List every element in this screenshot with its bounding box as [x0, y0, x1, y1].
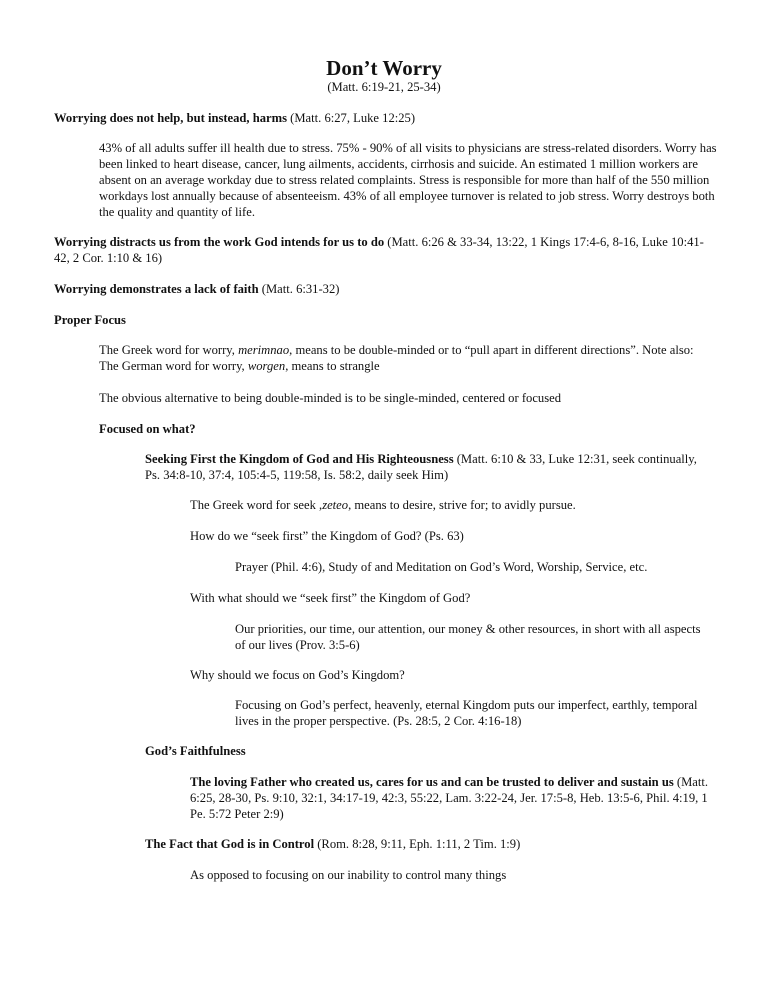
text-run: , means to be double-minded or to “pull apart in different directions”. Note also: The German word for worry, [99, 343, 694, 373]
seeking-first-heading [145, 451, 705, 483]
control-paragraph: As opposed to focusing on our inability to control many things [190, 868, 507, 882]
greek-worry-paragraph [99, 342, 699, 374]
section-heading-faith [54, 281, 714, 297]
answer-how: Prayer (Phil. 4:6), Study of and Meditation on God’s Word, Worship, Service, etc. [235, 560, 648, 574]
heading-text: Worrying demonstrates a lack of faith [54, 282, 259, 296]
greek-seek-paragraph [190, 497, 710, 513]
german-word: worgen [247, 359, 286, 373]
scripture-ref: (Matt. 6:10 & 33, Luke 12:31, seek continually, Ps. 34:8-10, 37:4, 105:4-5, 119:58, Is. 58:2, daily seek Him) [145, 452, 697, 482]
focused-on-what-heading: Focused on what? [99, 422, 196, 436]
bold-text: The loving Father who created us, cares for us and can be trusted to deliver and sustain us [190, 775, 674, 789]
heading-text: Worrying distracts us from the work God intends for us to do [54, 235, 385, 249]
text-run: , means to desire, strive for; to avidly pursue. [348, 498, 576, 512]
section-heading-harm [54, 110, 734, 126]
greek-word: merimnao [238, 343, 290, 357]
scripture-ref: (Matt. 6:25, 28-30, Ps. 9:10, 32:1, 34:17-19, 42:3, 55:22, Lam. 3:22-24, Jer. 17:5-8, Heb. 13:5-6, Phil. 4:19, 1 Pe. 5:72 Peter 2:9) [190, 775, 709, 821]
alternative-paragraph: The obvious alternative to being double-minded is to be single-minded, centered or focused [99, 391, 561, 405]
answer-why: Focusing on God’s perfect, heavenly, eternal Kingdom puts our imperfect, earthly, temporal lives in the proper perspective. (Ps. 28:5, 2 Cor. 4:16-18) [235, 698, 698, 728]
question-why: Why should we focus on God’s Kingdom? [190, 668, 405, 682]
answer-with-what: Our priorities, our time, our attention, our money & other resources, in short with all aspects of our lives (Prov. 3:5-6) [235, 622, 701, 652]
gods-faithfulness-heading: God’s Faithfulness [145, 744, 246, 758]
heading-text: Worrying does not help, but instead, harms [54, 111, 288, 125]
text-run: , means to strangle [285, 359, 380, 373]
text-run: The Greek word for seek , [190, 498, 323, 512]
heading-text: Seeking First the Kingdom of God and His Righteousness [145, 452, 454, 466]
god-in-control-heading [145, 836, 705, 852]
scripture-ref: (Matt. 6:26 & 33-34, 13:22, 1 Kings 17:4-6, 8-16, Luke 10:41-42, 2 Cor. 1:10 & 16) [54, 235, 704, 265]
document-subtitle: (Matt. 6:19-21, 25-34) [327, 80, 441, 94]
stress-statistics-paragraph: 43% of all adults suffer ill health due to stress. 75% - 90% of all visits to physicians are stress-related disorders. Worry has been linked to heart disease, cancer, lung ailments, accidents, cirrhosis and suicide. An estimated 1 million workers are absent on an average workday due to stress related complaints. Stress is responsible for more than half of the 550 million workdays lost annually because of absenteeism. 43% of all employee turnover is related to job stress. Worry destroys both the quality and quantity of life. [99, 141, 717, 219]
question-how: How do we “seek first” the Kingdom of God? (Ps. 63) [190, 529, 464, 543]
greek-word: zeteo [322, 498, 349, 512]
scripture-ref: (Matt. 6:31-32) [258, 282, 340, 296]
section-heading-proper-focus: Proper Focus [54, 313, 126, 327]
text-run: The Greek word for worry, [99, 343, 239, 357]
scripture-ref: (Rom. 8:28, 9:11, Eph. 1:11, 2 Tim. 1:9) [314, 837, 521, 851]
scripture-ref: (Matt. 6:27, Luke 12:25) [287, 111, 416, 125]
document-title: Don’t Worry [326, 56, 442, 80]
heading-text: The Fact that God is in Control [145, 837, 315, 851]
section-heading-distracts [54, 234, 714, 266]
question-with-what: With what should we “seek first” the Kingdom of God? [190, 591, 471, 605]
faithfulness-paragraph [190, 774, 710, 822]
